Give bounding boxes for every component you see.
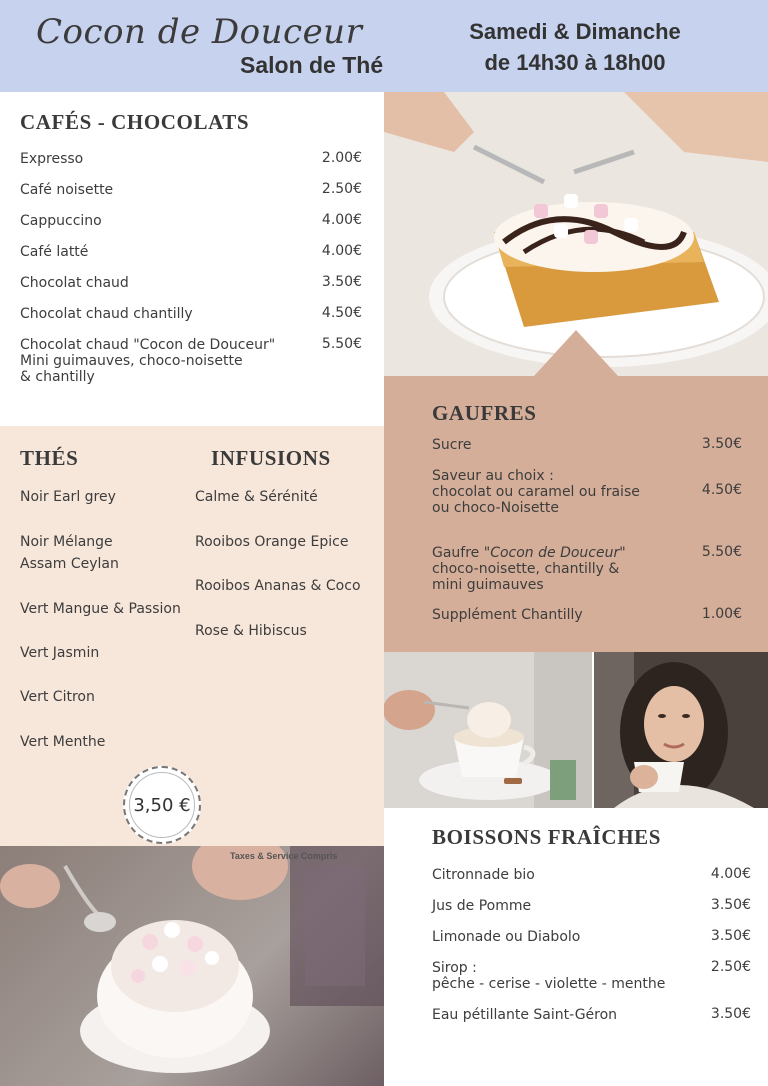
- boissons-title: BOISSONS FRAÎCHES: [432, 825, 662, 849]
- coffee-cup-illustration: [384, 652, 592, 808]
- menu-item-price: 4.50€: [321, 305, 362, 321]
- brand-subtitle: Salon de Thé: [240, 52, 384, 78]
- infusion-item: Rooibos Orange Epice: [195, 534, 349, 550]
- menu-item-name: Café noisette: [20, 182, 114, 198]
- drink-item-description: pêche - cerise - violette - menthe: [432, 976, 666, 992]
- cafes-section: [0, 92, 384, 426]
- waffle-item-name: Supplément Chantilly: [432, 607, 583, 623]
- tea-item: Vert Citron: [20, 689, 95, 705]
- infusion-item: Rose & Hibiscus: [195, 623, 307, 639]
- menu-item-description: Mini guimauves, choco-noisette: [20, 353, 243, 369]
- menu-item-name: Cappuccino: [20, 213, 102, 229]
- drink-item-name: Eau pétillante Saint-Géron: [432, 1007, 618, 1023]
- hot-chocolate-photo: [0, 846, 384, 1086]
- tea-item: Noir Earl grey: [20, 489, 116, 505]
- woman-drinking-illustration: [594, 652, 768, 808]
- menu-item-price: 4.00€: [321, 243, 362, 259]
- gaufres-notch: [534, 330, 618, 376]
- waffle-item-price: 5.50€: [701, 544, 742, 560]
- drink-item-name: Jus de Pomme: [432, 898, 532, 914]
- opening-days: Samedi & Dimanche: [469, 19, 681, 44]
- waffle-item-price: 4.50€: [701, 482, 742, 498]
- drink-item-price: 3.50€: [710, 928, 751, 944]
- menu-item-name: Chocolat chaud "Cocon de Douceur": [20, 337, 276, 353]
- opening-hours: [440, 16, 710, 78]
- drink-item-price: 2.50€: [710, 959, 751, 975]
- tea-item: Vert Menthe: [20, 734, 106, 750]
- waffle-name-italic: Cocon de Douceur: [490, 545, 620, 561]
- price-badge: [123, 766, 201, 844]
- woman-drinking-photo: [594, 652, 768, 808]
- tea-item: Assam Ceylan: [20, 556, 119, 572]
- thes-title: THÉS: [20, 446, 79, 470]
- boissons-section: [384, 808, 768, 1086]
- menu-item-price: 3.50€: [321, 274, 362, 290]
- taxes-note: Taxes & Service Compris: [230, 851, 338, 861]
- infusion-item: Rooibos Ananas & Coco: [195, 578, 361, 594]
- drink-item-name: Citronnade bio: [432, 867, 535, 883]
- menu-item-price: 4.00€: [321, 212, 362, 228]
- coffee-cup-photo: [384, 652, 592, 808]
- waffle-name-prefix: Gaufre ": [432, 545, 491, 561]
- drink-item-price: 3.50€: [710, 897, 751, 913]
- menu-item-price: 5.50€: [321, 336, 362, 352]
- waffle-item-price: 3.50€: [701, 436, 742, 452]
- thes-infusions-section: [0, 426, 384, 846]
- menu-item-name: Chocolat chaud: [20, 275, 129, 291]
- opening-times: de 14h30 à 18h00: [484, 50, 666, 75]
- waffle-item-price: 1.00€: [701, 606, 742, 622]
- badge-price-label: 3,50 €: [133, 794, 191, 816]
- gaufres-title: GAUFRES: [432, 401, 537, 425]
- drink-item-price: 4.00€: [710, 866, 751, 882]
- drink-item-price: 3.50€: [710, 1006, 751, 1022]
- infusions-title: INFUSIONS: [211, 446, 331, 470]
- brand-name: Cocon de Douceur: [36, 12, 363, 52]
- gaufres-section: [384, 376, 768, 652]
- tea-item: Vert Jasmin: [20, 645, 100, 661]
- infusion-item: Calme & Sérénité: [195, 489, 318, 505]
- waffle-item-description: mini guimauves: [432, 577, 544, 593]
- waffle-item-name: Sucre: [432, 437, 472, 453]
- drink-item-name: Sirop :: [432, 960, 477, 976]
- badge-inner-ring: [129, 772, 195, 838]
- tea-item: Noir Mélange: [20, 534, 113, 550]
- menu-item-name: Chocolat chaud chantilly: [20, 306, 193, 322]
- hot-chocolate-illustration: [0, 846, 384, 1086]
- menu-item-description: & chantilly: [20, 369, 95, 385]
- menu-item-price: 2.50€: [321, 181, 362, 197]
- drink-item-name: Limonade ou Diabolo: [432, 929, 581, 945]
- waffle-item-name: [432, 545, 626, 561]
- waffle-item-description: choco-noisette, chantilly &: [432, 561, 620, 577]
- waffle-item-description: chocolat ou caramel ou fraise: [432, 484, 640, 500]
- waffle-item-description: ou choco-Noisette: [432, 500, 560, 516]
- menu-item-price: 2.00€: [321, 150, 362, 166]
- waffle-name-suffix: ": [619, 545, 626, 561]
- waffle-item-name: Saveur au choix :: [432, 468, 554, 484]
- header-banner: [0, 0, 768, 92]
- cafes-title: CAFÉS - CHOCOLATS: [20, 110, 250, 134]
- tea-item: Vert Mangue & Passion: [20, 601, 181, 617]
- menu-item-name: Café latté: [20, 244, 89, 260]
- menu-item-name: Expresso: [20, 151, 84, 167]
